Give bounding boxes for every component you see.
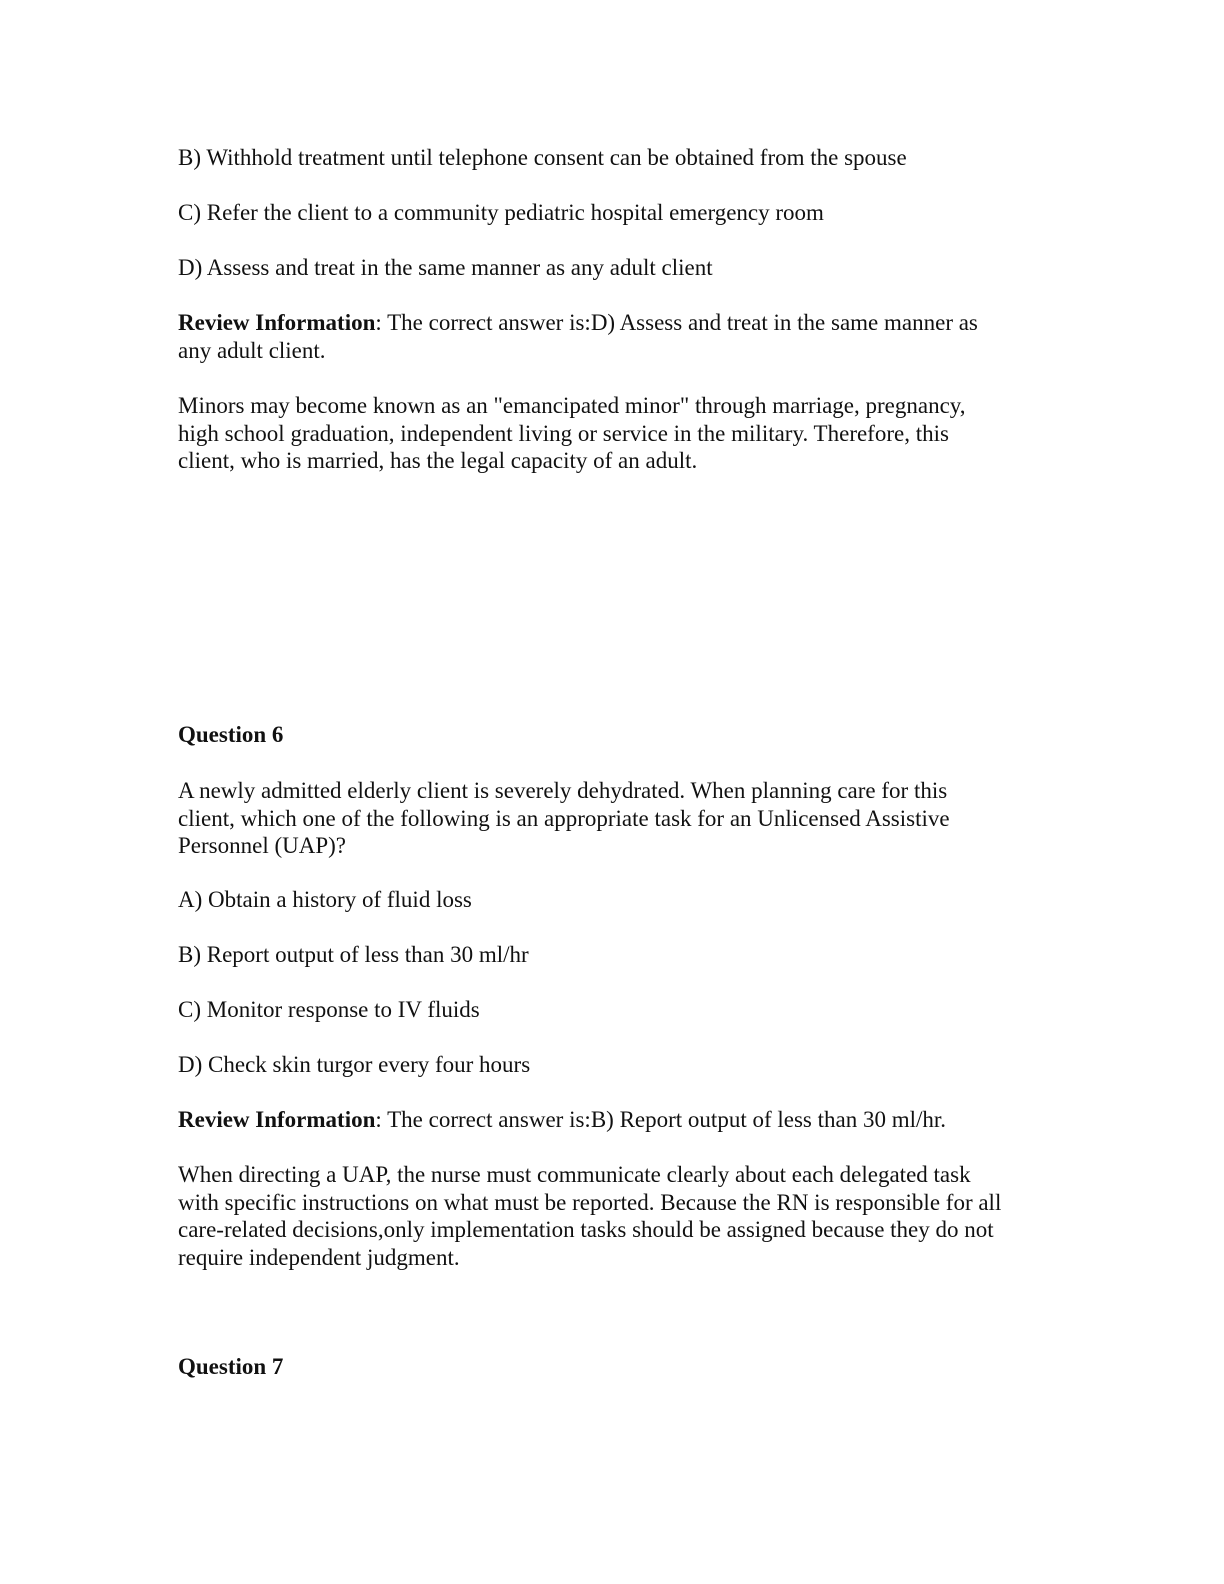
review-label: Review Information — [178, 310, 376, 335]
q5-review-information — [178, 309, 1038, 364]
explanation-line: When directing a UAP, the nurse must communicate clearly about each delegated task — [178, 1162, 971, 1187]
q5-option-c: C) Refer the client to a community pediatric hospital emergency room — [178, 200, 824, 225]
q6-review-information — [178, 1106, 1038, 1134]
stem-line: A newly admitted elderly client is severely dehydrated. When planning care for this — [178, 778, 948, 803]
explanation-line: high school graduation, independent living or service in the military. Therefore, this — [178, 420, 949, 446]
q6-option-d: D) Check skin turgor every four hours — [178, 1052, 531, 1077]
question-7-heading: Question 7 — [178, 1354, 284, 1379]
q5-explanation — [178, 392, 1038, 475]
q6-explanation — [178, 1161, 1038, 1271]
review-answer: : The correct answer is:B) Report output of less than 30 ml/hr. — [375, 1107, 947, 1132]
q6-option-b: B) Report output of less than 30 ml/hr — [178, 942, 529, 967]
q6-stem — [178, 777, 1038, 860]
review-answer-cont: any adult client. — [178, 337, 326, 363]
review-answer: : The correct answer is:D) Assess and treat in the same manner as — [375, 310, 978, 335]
q5-option-b: B) Withhold treatment until telephone consent can be obtained from the spouse — [178, 145, 907, 170]
review-label: Review Information — [178, 1107, 376, 1132]
stem-line: client, which one of the following is an appropriate task for an Unlicensed Assistive — [178, 805, 950, 831]
question-6-heading: Question 6 — [178, 722, 284, 747]
q6-option-a: A) Obtain a history of fluid loss — [178, 887, 472, 912]
stem-line: Personnel (UAP)? — [178, 833, 346, 858]
q6-option-c: C) Monitor response to IV fluids — [178, 997, 480, 1022]
explanation-line: client, who is married, has the legal capacity of an adult. — [178, 448, 698, 473]
explanation-line: require independent judgment. — [178, 1244, 460, 1270]
explanation-line: care-related decisions,only implementation tasks should be assigned because they do not — [178, 1217, 994, 1242]
explanation-line: with specific instructions on what must be reported. Because the RN is responsible for all — [178, 1189, 1002, 1215]
q5-option-d: D) Assess and treat in the same manner as any adult client — [178, 255, 713, 280]
explanation-line: Minors may become known as an "emancipated minor" through marriage, pregnancy, — [178, 393, 966, 418]
